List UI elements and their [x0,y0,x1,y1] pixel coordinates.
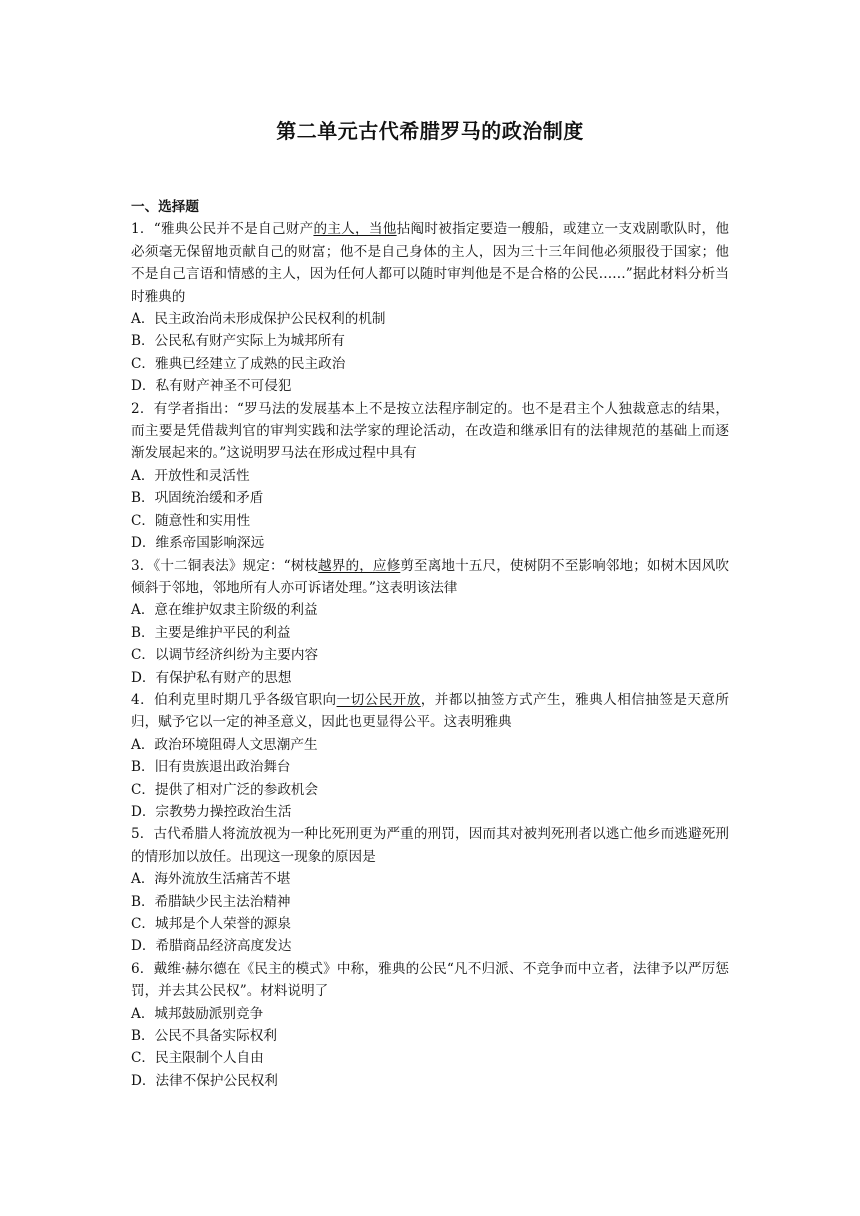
stem-underlined-text: 一切公民开放 [336,691,421,708]
option-b: B．公民私有财产实际上为城邦所有 [131,333,345,350]
option-b: B．公民不具备实际权利 [131,1028,277,1045]
question-stem [131,398,729,465]
option-c: C．以调节经济纠纷为主要内容 [131,647,319,664]
option-d: D．希腊商品经济高度发达 [131,938,292,955]
stem-text: ，并都以抽签方式产生，雅典人相信抽签是天意所归，赋予它以一定的神圣意义，因此也更显得公平。这表明雅典 [131,691,730,731]
section-heading: 一、选择题 [131,199,199,215]
option-c: C．民主限制个人自由 [131,1050,264,1067]
stem-text: 2．有学者指出：“罗马法的发展基本上不是按立法程序制定的。也不是君主个人独裁意志的结果，而主要是凭借裁判官的审判实践和法学家的理论活动，在改造和继承旧有的法律规范的基础上而逐渐发展起来的。”这说明罗马法在形成过程中具有 [131,400,729,462]
option-b: B．巩固统治缓和矛盾 [131,490,264,507]
option-a: A．城邦鼓励派别竞争 [131,1005,264,1022]
stem-text: 4．伯利克里时期几乎各级官职向 [131,691,337,708]
option-a: A．海外流放生活痛苦不堪 [131,871,291,888]
question-stem [131,689,729,734]
option-a: A．政治环境阻碍人文思潮产生 [131,736,318,753]
document-body [131,196,729,1092]
option-d: D．宗教势力操控政治生活 [131,803,292,820]
question-stem [131,958,729,1003]
option-d: D．有保护私有财产的思想 [131,669,292,686]
option-b: B．旧有贵族退出政治舞台 [131,759,291,776]
option-a: A．民主政治尚未形成保护公民权利的机制 [131,311,386,328]
option-c: C．提供了相对广泛的参政机会 [131,781,319,798]
option-c: C．随意性和实用性 [131,512,251,529]
stem-text: 5．古代希腊人将流放视为一种比死刑更为严重的刑罚，因而其对被判死刑者以逃亡他乡而逃避死刑的情形加以放任。出现这一现象的原因是 [131,826,729,865]
question-3 [131,555,729,689]
option-a: A．开放性和灵活性 [131,467,250,484]
option-b: B．主要是维护平民的利益 [131,624,291,641]
option-b: B．希腊缺少民主法治精神 [131,893,291,910]
stem-text: 6．戴维·赫尔德在《民主的模式》中称，雅典的公民“凡不归派、不竞争而中立者，法律予以严厉惩罚，并去其公民权”。材料说明了 [131,960,729,1000]
option-d: D．法律不保护公民权利 [131,1072,278,1089]
question-stem [131,555,729,600]
option-a: A．意在维护奴隶主阶级的利益 [131,602,318,619]
stem-text: 拈阄时被指定要造一艘船，或建立一支戏剧歌队时，他必须毫无保留地贡献自己的财富；他不是自己身体的主人，因为三十三年间他必须服役于国家；他不是自己言语和情感的主人，因为任何人都可以随时审判他是不是合格的公民……”据此材料分析当时雅典的 [131,221,729,305]
question-stem [131,823,729,868]
option-c: C．城邦是个人荣誉的源泉 [131,916,291,932]
question-4 [131,689,729,823]
option-c: C．雅典已经建立了成熟的民主政治 [131,355,346,372]
stem-underlined-text: 越界的，应修 [318,557,401,574]
question-1 [131,218,729,397]
stem-text: 3．《十二铜表法》规定：“树枝 [131,557,319,574]
stem-underlined-text: 的主人，当他 [313,221,397,238]
question-2 [131,398,729,555]
stem-text: 1．“雅典公民并不是自己财产 [131,221,314,238]
question-stem [131,218,729,308]
question-5 [131,823,729,957]
option-d: D．维系帝国影响深远 [131,535,265,552]
question-6 [131,958,729,1092]
stem-text: 剪至离地十五尺，使树阴不至影响邻地；如树木因风吹倾斜于邻地，邻地所有人亦可诉诸处理。”这表明该法律 [131,557,729,596]
document-title: 第二单元古代希腊罗马的政治制度 [276,119,584,143]
option-d: D．私有财产神圣不可侵犯 [131,378,292,395]
